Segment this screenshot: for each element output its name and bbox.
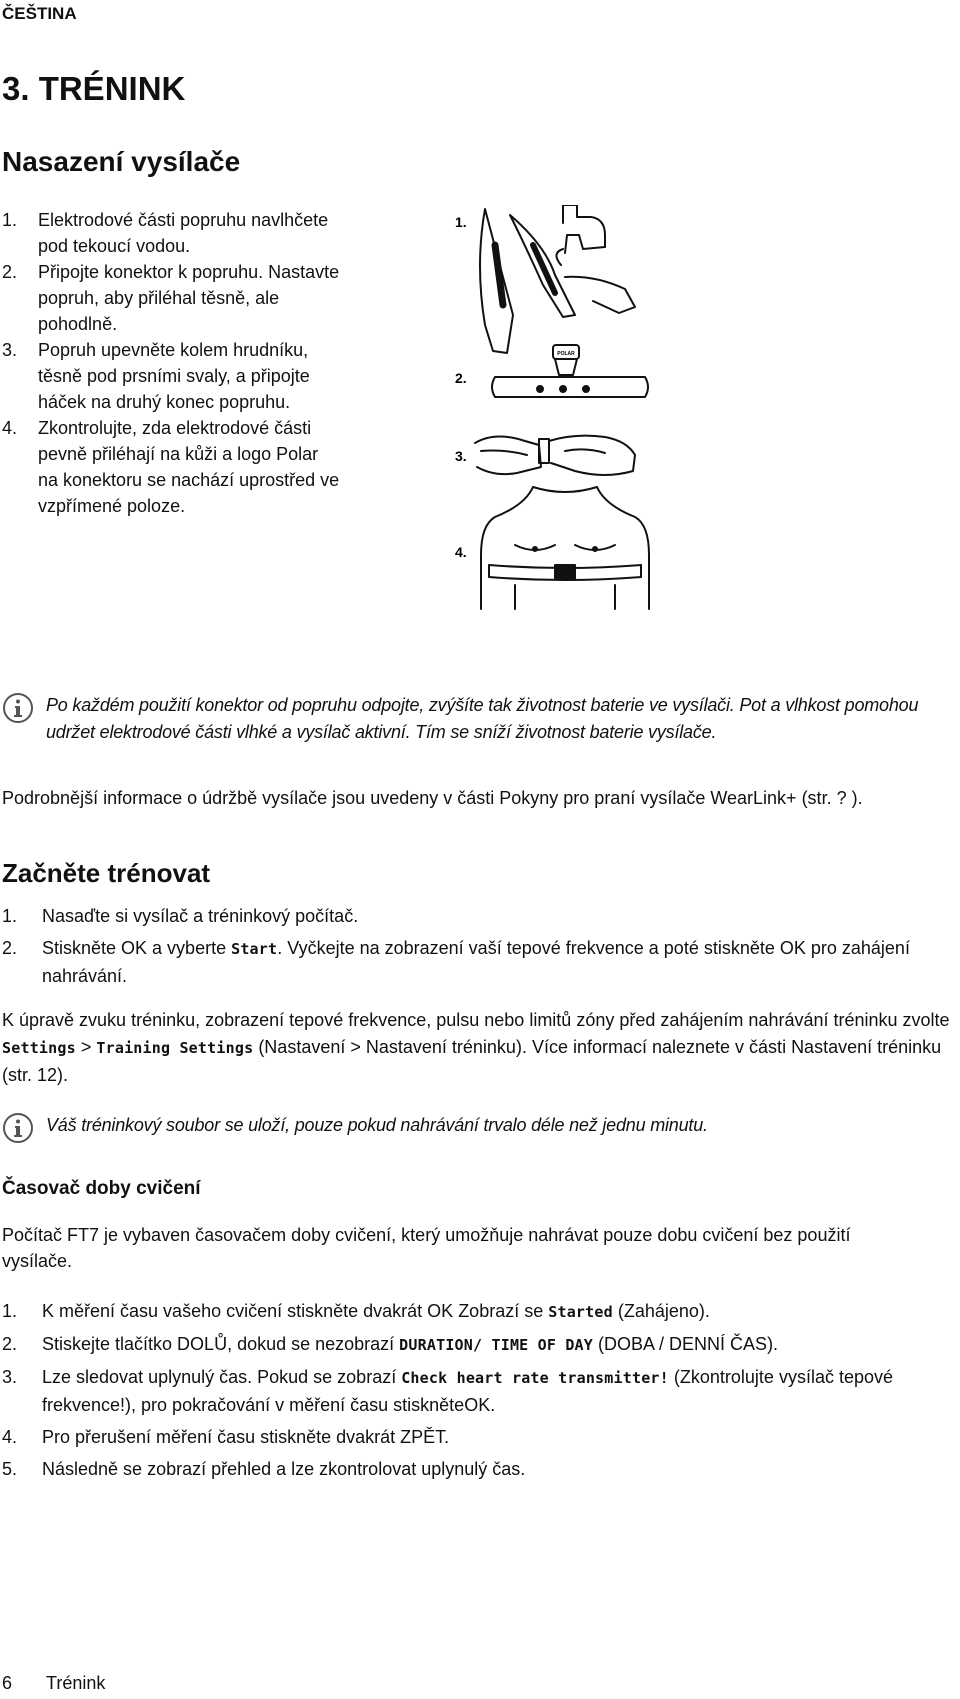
- list-item: [2, 337, 342, 415]
- list-item: [2, 935, 957, 990]
- language-header: ČEŠTINA: [2, 4, 77, 23]
- section-title-start: Začněte trénovat: [2, 858, 211, 888]
- lcd-training-settings: Training Settings: [96, 1039, 254, 1057]
- faucet-strap-drawing: [480, 205, 635, 353]
- list-item: [2, 903, 957, 930]
- step-number: 1.: [2, 210, 18, 230]
- list-item: [2, 1331, 957, 1359]
- footer-section: Trénink: [46, 1673, 106, 1693]
- step-number: 2.: [2, 1334, 18, 1354]
- step-text: [42, 1298, 957, 1326]
- text-run: (Nastavení > Nastavení tréninku). Více informací naleznete v části Nastavení tréninku (str. 12).: [2, 1037, 942, 1085]
- step-number: 4.: [2, 418, 18, 438]
- text-run: . Vyčkejte na zobrazení vaší tepové frekvence a poté stiskněte OK pro zahájení nahrávání.: [42, 938, 910, 986]
- step-text: Následně se zobrazí přehled a lze zkontrolovat uplynulý čas.: [42, 1459, 526, 1479]
- step-text: Připojte konektor k popruhu. Nastavte popruh, aby přiléhal těsně, ale pohodlně.: [38, 262, 340, 334]
- text-run: >: [75, 1037, 97, 1057]
- hands-hook-drawing: [475, 436, 635, 475]
- lcd-check-transmitter: Check heart rate transmitter!: [401, 1369, 669, 1387]
- figure-label-3: 3.: [455, 448, 467, 464]
- list-item: [2, 1456, 957, 1483]
- note-text: Po každém použití konektor od popruhu odpojte, zvýšíte tak životnost baterie ve vysílači. Pot a vlhkost pomohou udržet elektrodové části vlhké a vysílač aktivní. Tím se sníží životnost baterie vysílače.: [46, 695, 919, 742]
- step-number: 2.: [2, 938, 18, 958]
- lcd-duration: DURATION/ TIME OF DAY: [399, 1336, 594, 1354]
- list-item: [2, 1298, 957, 1326]
- text-run: (Zkontrolujte vysílač tepové frekvence!), pro pokračování v měření času stiskněteOK.: [42, 1367, 894, 1415]
- step-text: Zkontrolujte, zda elektrodové části pevně přiléhají na kůži a logo Polar na konektoru se nachází uprostřed ve vzpřímené poloze.: [38, 418, 340, 516]
- figure-label-4: 4.: [455, 544, 467, 560]
- step-number: 2.: [2, 262, 18, 282]
- step-number: 4.: [2, 1427, 18, 1447]
- timer-intro: Počítač FT7 je vybaven časovačem doby cvičení, který umožňuje nahrávat pouze dobu cvičení bez použití vysílače.: [2, 1225, 851, 1271]
- step-text: Nasaďte si vysílač a tréninkový počítač.: [42, 906, 359, 926]
- list-item: [2, 415, 342, 519]
- text-run: (Zahájeno).: [612, 1301, 710, 1321]
- lcd-start: Start: [231, 940, 278, 958]
- figure-label-2: 2.: [455, 370, 467, 386]
- transmitter-illustration: [455, 205, 675, 665]
- page-number: 6: [2, 1673, 13, 1693]
- info-note-battery: [2, 692, 952, 746]
- lcd-started: Started: [548, 1303, 613, 1321]
- chapter-title: 3. TRÉNINK: [2, 70, 186, 107]
- step-text: Pro přerušení měření času stiskněte dvakrát ZPĚT.: [42, 1427, 450, 1447]
- text-run: K úpravě zvuku tréninku, zobrazení tepové frekvence, pulsu nebo limitů zóny před zahájením nahrávání tréninku zvolte: [2, 1010, 950, 1030]
- transmitter-steps: [2, 207, 342, 519]
- step-number: 5.: [2, 1459, 18, 1479]
- section-title-timer: Časovač doby cvičení: [2, 1178, 201, 1199]
- section-title-transmitter: Nasazení vysílače: [2, 146, 241, 177]
- figure-label-1: 1.: [455, 214, 467, 230]
- lcd-settings: Settings: [2, 1039, 76, 1057]
- text-run: Stiskejte tlačítko DOLŮ, dokud se nezobrazí: [42, 1334, 400, 1354]
- list-item: [2, 207, 342, 259]
- list-item: [2, 1424, 957, 1451]
- polar-logo: POLAR: [557, 351, 575, 357]
- page-footer: [2, 1673, 139, 1694]
- start-steps: [2, 903, 957, 995]
- torso-strap-drawing: [481, 487, 649, 609]
- step-number: 3.: [2, 1367, 18, 1387]
- list-item: [2, 1364, 957, 1419]
- maintenance-paragraph: Podrobnější informace o údržbě vysílače jsou uvedeny v části Pokyny pro praní vysílače WearLink+ (str. ? ).: [2, 788, 863, 808]
- info-icon: [2, 692, 46, 746]
- settings-paragraph: [2, 1007, 952, 1089]
- list-item: [2, 259, 342, 337]
- step-text: Elektrodové části popruhu navlhčete pod tekoucí vodou.: [38, 210, 329, 256]
- note-text: Váš tréninkový soubor se uloží, pouze pokud nahrávání trvalo déle než jednu minutu.: [46, 1115, 708, 1135]
- step-text: [42, 1364, 957, 1419]
- step-text: [42, 935, 957, 990]
- text-run: K měření času vašeho cvičení stiskněte dvakrát OK Zobrazí se: [42, 1301, 549, 1321]
- text-run: Lze sledovat uplynulý čas. Pokud se zobrazí: [42, 1367, 402, 1387]
- info-icon: [2, 1112, 46, 1149]
- step-number: 1.: [2, 906, 18, 926]
- text-run: (DOBA / DENNÍ ČAS).: [593, 1334, 779, 1354]
- step-text: [42, 1331, 957, 1359]
- info-note-file: [2, 1112, 952, 1149]
- step-number: 3.: [2, 340, 18, 360]
- timer-steps: [2, 1298, 957, 1488]
- step-text: Popruh upevněte kolem hrudníku, těsně pod prsními svaly, a připojte háček na druhý konec popruhu.: [38, 340, 310, 412]
- step-number: 1.: [2, 1301, 18, 1321]
- text-run: Stiskněte OK a vyberte: [42, 938, 232, 958]
